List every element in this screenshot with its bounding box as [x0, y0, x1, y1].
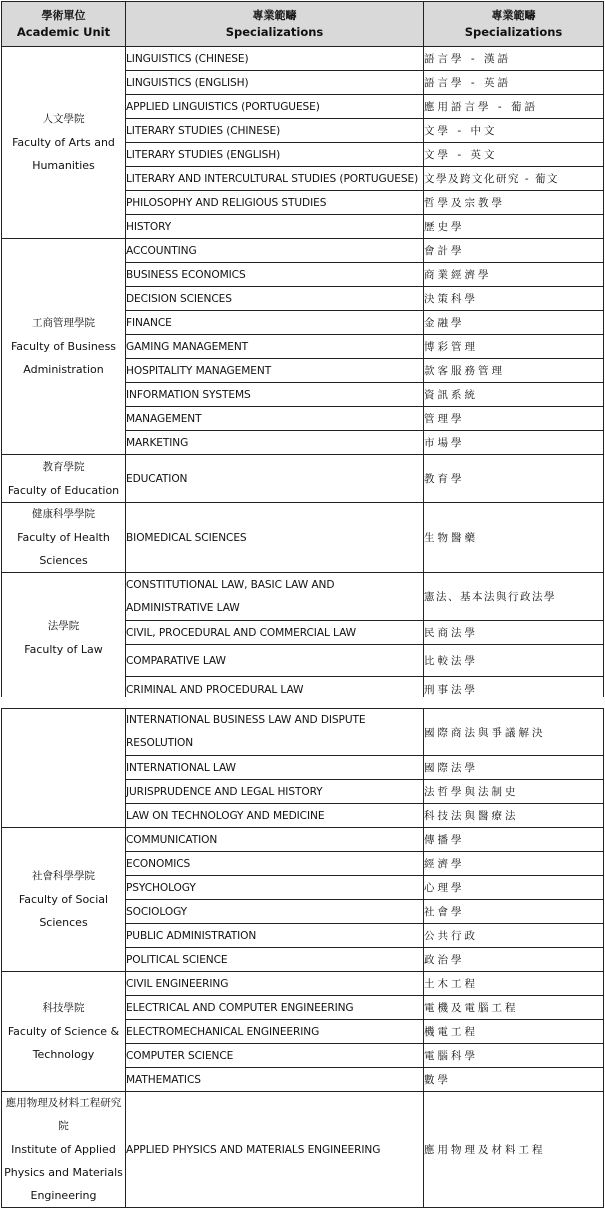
spec-zh: 款客服務管理 — [424, 359, 604, 383]
spec-zh: 應用語言學 - 葡語 — [424, 95, 604, 119]
spec-zh: 土木工程 — [424, 972, 604, 996]
unit-law — [2, 573, 126, 703]
spec-en: COMPUTER SCIENCE — [126, 1044, 424, 1068]
unit-education-zh: 教育學院 — [42, 460, 85, 473]
unit-scitech-en: Faculty of Science & Technology — [7, 1025, 120, 1061]
spec-zh: 商業經濟學 — [424, 263, 604, 287]
header-specializations-en — [126, 2, 424, 47]
spec-zh: 歷史學 — [424, 215, 604, 239]
spec-zh: 教育學 — [424, 455, 604, 503]
spec-en: PHILOSOPHY AND RELIGIOUS STUDIES — [126, 191, 424, 215]
spec-zh: 文學 - 中文 — [424, 119, 604, 143]
spec-zh: 社會學 — [424, 900, 604, 924]
header-row — [2, 2, 604, 47]
unit-business-en: Faculty of Business Administration — [10, 340, 117, 376]
unit-scitech — [2, 972, 126, 1092]
unit-iapme — [2, 1092, 126, 1208]
spec-en: POLITICAL SCIENCE — [126, 948, 424, 972]
spec-zh: 電機及電腦工程 — [424, 996, 604, 1020]
unit-arts-zh: 人文學院 — [42, 113, 85, 125]
spec-zh: 憲法、基本法與行政法學 — [424, 573, 604, 621]
spec-zh: 哲學及宗教學 — [424, 191, 604, 215]
spec-zh: 資訊系統 — [424, 383, 604, 407]
table-row — [2, 972, 604, 996]
spec-zh: 語言學 - 英語 — [424, 71, 604, 95]
page-break-gap — [0, 697, 605, 708]
spec-en: PUBLIC ADMINISTRATION — [126, 924, 424, 948]
header-specializations-en-zh: 專業範疇 — [252, 8, 297, 22]
spec-zh: 決策科學 — [424, 287, 604, 311]
spec-zh: 經濟學 — [424, 852, 604, 876]
spec-en: LITERARY STUDIES (CHINESE) — [126, 119, 424, 143]
spec-en: BIOMEDICAL SCIENCES — [126, 503, 424, 573]
spec-en: LAW ON TECHNOLOGY AND MEDICINE — [126, 804, 424, 828]
spec-zh: 市場學 — [424, 431, 604, 455]
spec-zh: 國際法學 — [424, 756, 604, 780]
unit-arts-en: Faculty of Arts and Humanities — [12, 136, 115, 172]
spec-zh: 公共行政 — [424, 924, 604, 948]
header-academic-unit-en: Academic Unit — [16, 25, 111, 40]
unit-health-en: Faculty of Health Sciences — [17, 531, 110, 567]
table-row — [2, 455, 604, 503]
spec-en: APPLIED PHYSICS AND MATERIALS ENGINEERING — [126, 1092, 424, 1208]
spec-zh: 民商法學 — [424, 621, 604, 645]
spec-en: ACCOUNTING — [126, 239, 424, 263]
spec-en: BUSINESS ECONOMICS — [126, 263, 424, 287]
spec-en: HISTORY — [126, 215, 424, 239]
unit-education — [2, 455, 126, 503]
spec-en: APPLIED LINGUISTICS (PORTUGUESE) — [126, 95, 424, 119]
spec-en: HOSPITALITY MANAGEMENT — [126, 359, 424, 383]
spec-zh: 法哲學與法制史 — [424, 780, 604, 804]
spec-en: INFORMATION SYSTEMS — [126, 383, 424, 407]
unit-education-en: Faculty of Education — [7, 483, 120, 497]
unit-business-zh: 工商管理學院 — [32, 317, 95, 329]
spec-en: ELECTRICAL AND COMPUTER ENGINEERING — [126, 996, 424, 1020]
spec-en: GAMING MANAGEMENT — [126, 335, 424, 359]
spec-en: CIVIL, PROCEDURAL AND COMMERCIAL LAW — [126, 621, 424, 645]
header-academic-unit — [2, 2, 126, 47]
unit-social — [2, 828, 126, 972]
spec-en: LINGUISTICS (CHINESE) — [126, 47, 424, 71]
spec-zh: 刑事法學 — [424, 677, 604, 703]
unit-law-en: Faculty of Law — [24, 642, 103, 656]
spec-zh: 傳播學 — [424, 828, 604, 852]
spec-zh: 博彩管理 — [424, 335, 604, 359]
spec-en: MATHEMATICS — [126, 1068, 424, 1092]
unit-law-zh: 法學院 — [47, 619, 80, 632]
unit-health-zh: 健康科學學院 — [32, 508, 95, 520]
spec-en: INTERNATIONAL LAW — [126, 756, 424, 780]
unit-business — [2, 239, 126, 455]
spec-zh: 機電工程 — [424, 1020, 604, 1044]
spec-zh: 電腦科學 — [424, 1044, 604, 1068]
spec-zh: 比較法學 — [424, 645, 604, 677]
spec-zh: 文學 - 英文 — [424, 143, 604, 167]
spec-en: MARKETING — [126, 431, 424, 455]
table-row — [2, 1092, 604, 1208]
spec-en: INTERNATIONAL BUSINESS LAW AND DISPUTE RESOLUTION — [126, 709, 424, 756]
spec-zh: 文學及跨文化研究 - 葡文 — [424, 167, 604, 191]
unit-health — [2, 503, 126, 573]
header-specializations-en-en: Specializations — [225, 25, 324, 40]
spec-zh: 政治學 — [424, 948, 604, 972]
specializations-table-part-1 — [1, 1, 604, 703]
spec-en: JURISPRUDENCE AND LEGAL HISTORY — [126, 780, 424, 804]
spec-zh: 國際商法與爭議解決 — [424, 709, 604, 756]
unit-iapme-en: Institute of Applied Physics and Materials Engineering — [4, 1143, 123, 1202]
spec-en: LINGUISTICS (ENGLISH) — [126, 71, 424, 95]
spec-en: ECONOMICS — [126, 852, 424, 876]
spec-en: CONSTITUTIONAL LAW, BASIC LAW AND ADMINISTRATIVE LAW — [126, 573, 424, 621]
spec-zh: 數學 — [424, 1068, 604, 1092]
spec-en: FINANCE — [126, 311, 424, 335]
table-row — [2, 239, 604, 263]
spec-en: CRIMINAL AND PROCEDURAL LAW — [126, 677, 424, 703]
header-academic-unit-zh: 學術單位 — [41, 8, 86, 22]
table-row — [2, 573, 604, 621]
unit-scitech-zh: 科技學院 — [42, 1002, 85, 1014]
specializations-table-part-2 — [1, 708, 604, 1208]
unit-iapme-zh: 應用物理及材料工程研究院 — [5, 1097, 122, 1132]
spec-zh: 生物醫藥 — [424, 503, 604, 573]
table-row — [2, 503, 604, 573]
unit-social-en: Faculty of Social Sciences — [18, 893, 109, 929]
spec-en: MANAGEMENT — [126, 407, 424, 431]
table-row — [2, 828, 604, 852]
unit-social-zh: 社會科學學院 — [32, 870, 95, 882]
spec-zh: 金融學 — [424, 311, 604, 335]
unit-law-continued — [2, 709, 126, 828]
spec-en: LITERARY AND INTERCULTURAL STUDIES (PORTUGUESE) — [126, 167, 424, 191]
spec-zh: 會計學 — [424, 239, 604, 263]
table-row — [2, 47, 604, 71]
spec-en: ELECTROMECHANICAL ENGINEERING — [126, 1020, 424, 1044]
spec-zh: 應用物理及材料工程 — [424, 1092, 604, 1208]
spec-en: SOCIOLOGY — [126, 900, 424, 924]
header-specializations-zh-en: Specializations — [464, 25, 563, 40]
spec-zh: 科技法與醫療法 — [424, 804, 604, 828]
header-specializations-zh — [424, 2, 604, 47]
spec-en: PSYCHOLOGY — [126, 876, 424, 900]
spec-en: COMMUNICATION — [126, 828, 424, 852]
spec-en: DECISION SCIENCES — [126, 287, 424, 311]
table-row — [2, 709, 604, 756]
header-specializations-zh-zh: 專業範疇 — [491, 8, 536, 22]
spec-zh: 語言學 - 漢語 — [424, 47, 604, 71]
spec-zh: 心理學 — [424, 876, 604, 900]
spec-en: EDUCATION — [126, 455, 424, 503]
spec-zh: 管理學 — [424, 407, 604, 431]
unit-arts — [2, 47, 126, 239]
spec-en: LITERARY STUDIES (ENGLISH) — [126, 143, 424, 167]
spec-en: CIVIL ENGINEERING — [126, 972, 424, 996]
spec-en: COMPARATIVE LAW — [126, 645, 424, 677]
